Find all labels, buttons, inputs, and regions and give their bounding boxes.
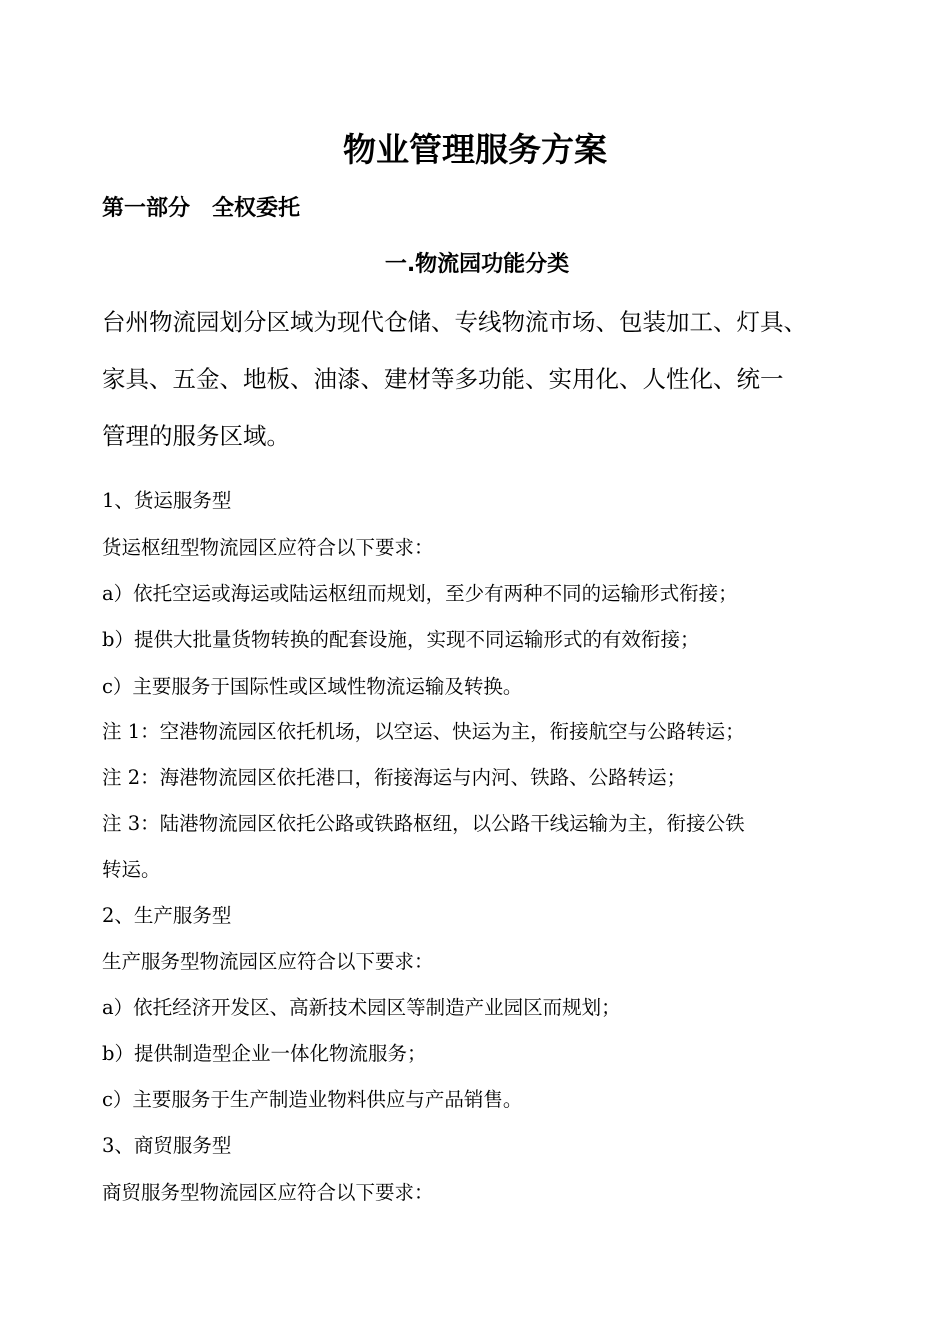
intro-line: 台州物流园划分区域为现代仓储、专线物流市场、包装加工、灯具、 (102, 308, 807, 336)
part-heading: 第一部分 全权委托 (102, 196, 301, 221)
body-line: c）主要服务于生产制造业物料供应与产品销售。 (102, 1088, 523, 1111)
body-line: 3、商贸服务型 (102, 1134, 232, 1157)
body-line: 商贸服务型物流园区应符合以下要求： (102, 1181, 434, 1204)
intro-line: 管理的服务区域。 (102, 422, 290, 450)
body-line: 注 2：海港物流园区依托港口，衔接海运与内河、铁路、公路转运； (102, 766, 687, 789)
body-line: a）依托空运或海运或陆运枢纽而规划，至少有两种不同的运输形式衔接； (102, 582, 738, 605)
body-line: 转运。 (102, 858, 161, 881)
body-line: b）提供制造型企业一体化物流服务； (102, 1042, 427, 1065)
body-line: 注 1：空港物流园区依托机场，以空运、快运为主，衔接航空与公路转运； (102, 720, 745, 743)
section-heading (0, 248, 950, 282)
body-line: 生产服务型物流园区应符合以下要求： (102, 950, 434, 973)
body-line: 1、货运服务型 (102, 489, 232, 512)
body-line: 注 3：陆港物流园区依托公路或铁路枢纽，以公路干线运输为主，衔接公铁 (102, 812, 745, 835)
body-line: 2、生产服务型 (102, 904, 232, 927)
section-heading-text: 一.物流园功能分类 (384, 252, 570, 277)
body-line: 货运枢纽型物流园区应符合以下要求： (102, 536, 434, 559)
intro-line: 家具、五金、地板、油漆、建材等多功能、实用化、人性化、统一 (102, 365, 784, 393)
body-line: b）提供大批量货物转换的配套设施，实现不同运输形式的有效衔接； (102, 628, 700, 651)
body-line: c）主要服务于国际性或区域性物流运输及转换。 (102, 675, 523, 698)
body-line: a）依托经济开发区、高新技术园区等制造产业园区而规划； (102, 996, 621, 1019)
document-title: 物业管理服务方案 (343, 130, 607, 169)
